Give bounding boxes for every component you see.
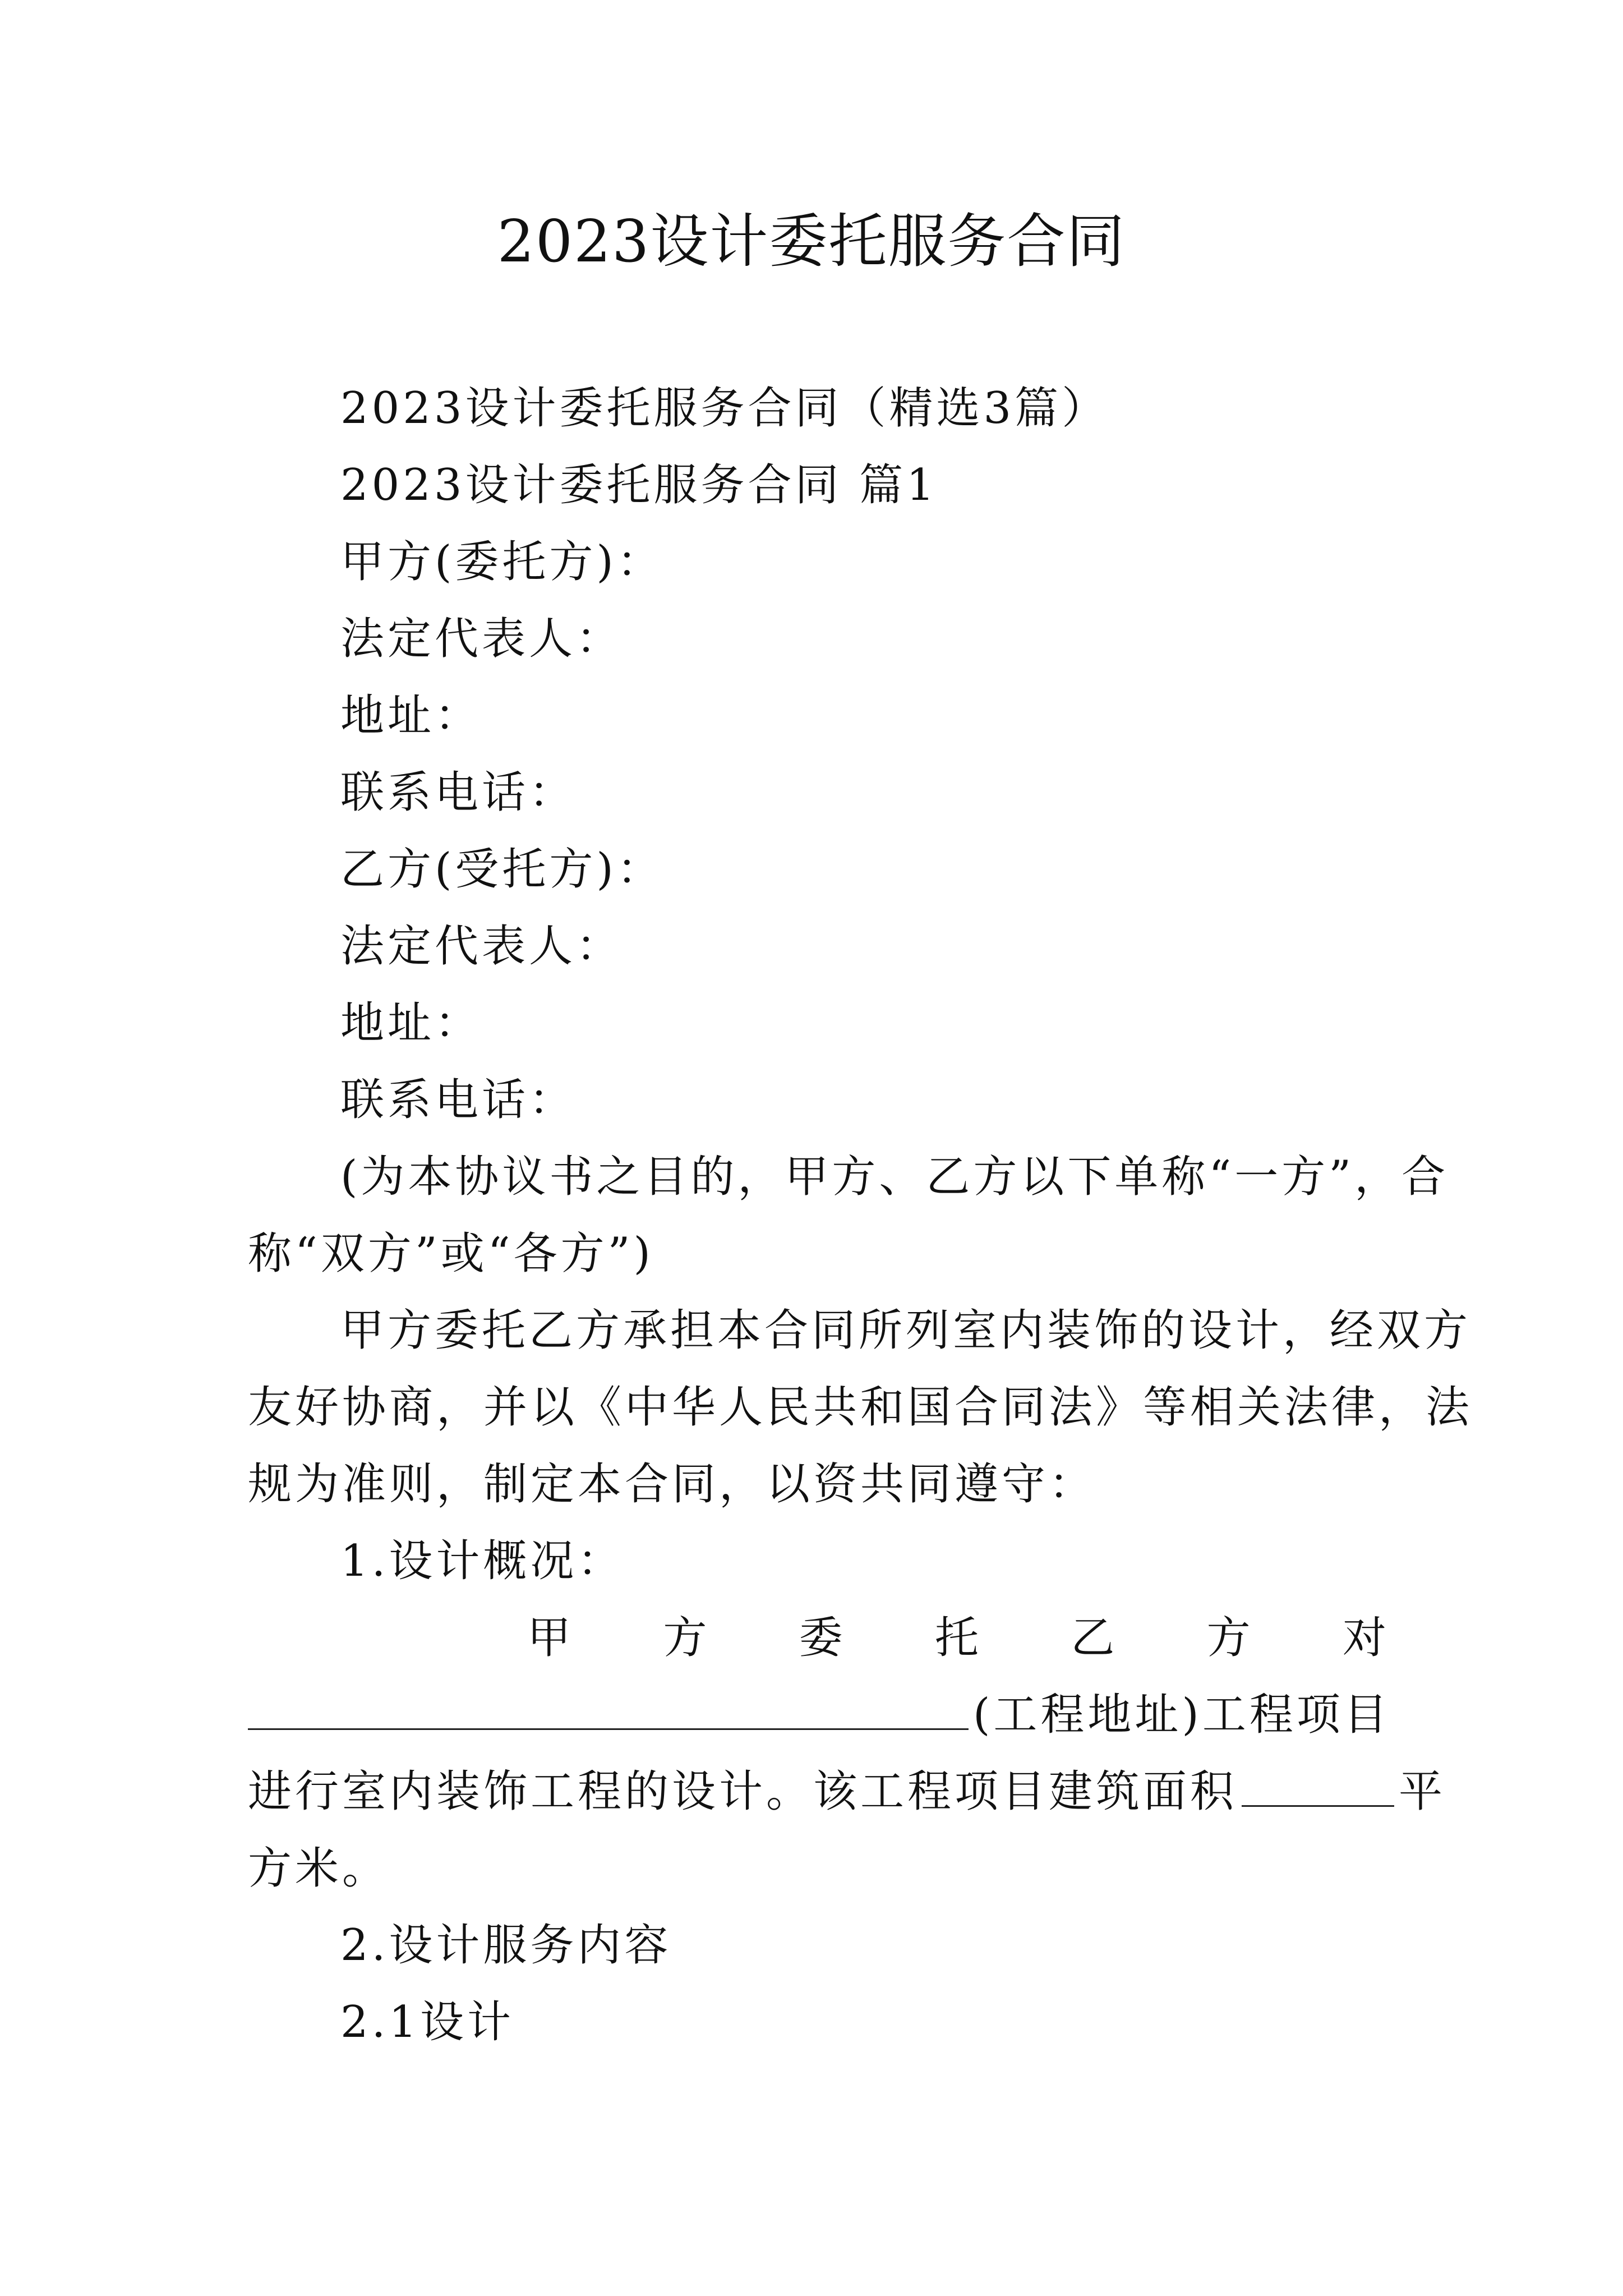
- document-body: [248, 370, 1473, 2061]
- paragraph-line: 2023设计委托服务合同 篇1: [340, 460, 938, 510]
- document-title: 2023设计委托服务合同: [497, 207, 1126, 275]
- paragraph-line: [248, 1677, 1391, 1754]
- project-address-blank: [248, 1677, 969, 1730]
- paragraph-line: 规为准则，制定本合同，以资共同遵守：: [248, 1459, 1096, 1510]
- party-a-address-label: 地址：: [340, 691, 482, 741]
- party-b-legal-rep-label: 法定代表人：: [340, 921, 624, 972]
- party-a-legal-rep-label: 法定代表人：: [340, 614, 624, 664]
- justified-line: [248, 1600, 1386, 1677]
- paragraph-line: 方米。: [248, 1843, 390, 1894]
- line-text: 进行室内装饰工程的设计。该工程项目建筑面积: [248, 1766, 1238, 1817]
- paragraph-line: [248, 1754, 1446, 1830]
- paragraph-line: 甲方委托乙方承担本合同所列室内装饰的设计，经双方: [340, 1305, 1472, 1356]
- justified-char: 乙: [1071, 1613, 1115, 1663]
- party-a-label: 甲方(委托方)：: [340, 537, 664, 587]
- justified-char: 托: [934, 1613, 979, 1663]
- paragraph-line: 友好协商，并以《中华人民共和国合同法》等相关法律，法: [248, 1382, 1473, 1433]
- building-area-blank: [1242, 1754, 1394, 1807]
- justified-char: 甲: [527, 1613, 571, 1663]
- line-text: 平: [1399, 1766, 1446, 1817]
- section-heading: 1.设计概况：: [340, 1536, 625, 1586]
- party-b-phone-label: 联系电话：: [340, 1075, 577, 1125]
- paragraph-line: (为本协议书之目的，甲方、乙方以下单称“一方”，合: [340, 1152, 1449, 1202]
- justified-char: 方: [663, 1613, 707, 1663]
- justified-char: 委: [799, 1613, 843, 1663]
- paragraph-line: 2023设计委托服务合同（精选3篇）: [340, 383, 1109, 434]
- party-a-phone-label: 联系电话：: [340, 767, 577, 818]
- section-heading: 2.设计服务内容: [340, 1920, 672, 1971]
- subsection-heading: 2.1设计: [340, 1997, 515, 2047]
- line-text: (工程地址)工程项目: [973, 1690, 1391, 1740]
- paragraph-line: 称“双方”或“各方”): [248, 1228, 654, 1279]
- party-b-address-label: 地址：: [340, 998, 482, 1048]
- party-b-label: 乙方(受托方)：: [340, 844, 664, 895]
- justified-char: 对: [1342, 1613, 1386, 1663]
- justified-char: 方: [1206, 1613, 1251, 1663]
